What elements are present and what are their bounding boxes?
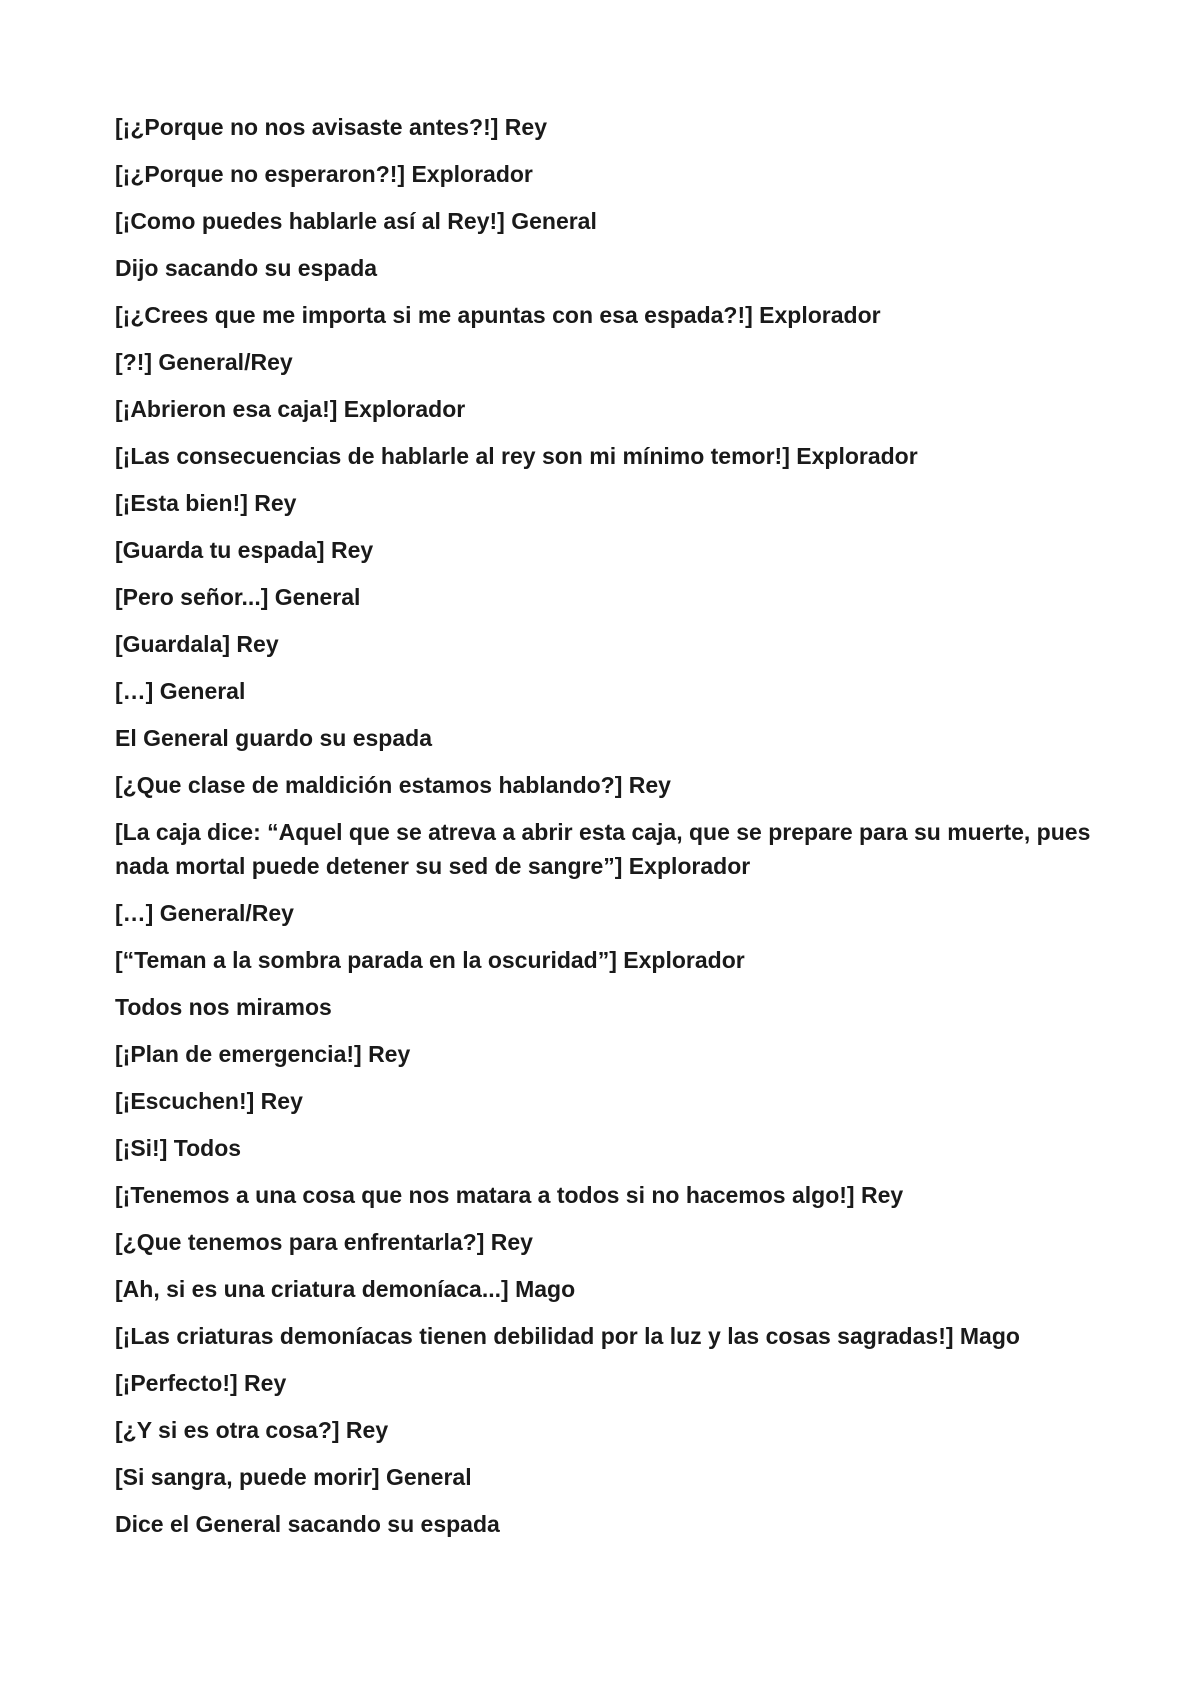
dialogue-line: [¡Las criaturas demoníacas tienen debilidad por la luz y las cosas sagradas!] Mago xyxy=(115,1323,1020,1349)
dialogue-line: [¡Escuchen!] Rey xyxy=(115,1088,303,1114)
dialogue-line: [¡Abrieron esa caja!] Explorador xyxy=(115,396,466,422)
dialogue-line: [¡Esta bien!] Rey xyxy=(115,490,297,516)
dialogue-text xyxy=(115,110,1095,1554)
dialogue-line: [¿Y si es otra cosa?] Rey xyxy=(115,1417,389,1443)
narration-line: Dice el General sacando su espada xyxy=(115,1511,500,1537)
dialogue-line: [Pero señor...] General xyxy=(115,584,361,610)
dialogue-line: [¡Perfecto!] Rey xyxy=(115,1370,287,1396)
narration-line: Dijo sacando su espada xyxy=(115,255,378,281)
dialogue-line: [¡¿Porque no nos avisaste antes?!] Rey xyxy=(115,114,547,140)
dialogue-line: [¡¿Crees que me importa si me apuntas con esa espada?!] Explorador xyxy=(115,302,881,328)
dialogue-line: [Guardala] Rey xyxy=(115,631,279,657)
dialogue-line: [?!] General/Rey xyxy=(115,349,293,375)
dialogue-line: […] General xyxy=(115,678,246,704)
dialogue-line: [“Teman a la sombra parada en la oscuridad”] Explorador xyxy=(115,947,745,973)
narration-line: El General guardo su espada xyxy=(115,725,432,751)
dialogue-line: [¡Las consecuencias de hablarle al rey son mi mínimo temor!] Explorador xyxy=(115,443,918,469)
dialogue-line: [¡¿Porque no esperaron?!] Explorador xyxy=(115,161,533,187)
dialogue-line: [¡Como puedes hablarle así al Rey!] General xyxy=(115,208,597,234)
dialogue-line: [¡Tenemos a una cosa que nos matara a todos si no hacemos algo!] Rey xyxy=(115,1182,904,1208)
dialogue-line: [¿Que clase de maldición estamos hablando?] Rey xyxy=(115,772,671,798)
dialogue-line: [¡Plan de emergencia!] Rey xyxy=(115,1041,411,1067)
dialogue-line: [Si sangra, puede morir] General xyxy=(115,1464,472,1490)
dialogue-line: [¡Si!] Todos xyxy=(115,1135,242,1161)
dialogue-line: [¿Que tenemos para enfrentarla?] Rey xyxy=(115,1229,533,1255)
dialogue-line: [La caja dice: “Aquel que se atreva a abrir esta caja, que se prepare para su muerte, pues nada mortal puede detener su sed de sangre”] Explorador xyxy=(115,819,1097,879)
dialogue-line: […] General/Rey xyxy=(115,900,294,926)
dialogue-line: [Guarda tu espada] Rey xyxy=(115,537,374,563)
narration-line: Todos nos miramos xyxy=(115,994,332,1020)
dialogue-line: [Ah, si es una criatura demoníaca...] Mago xyxy=(115,1276,576,1302)
